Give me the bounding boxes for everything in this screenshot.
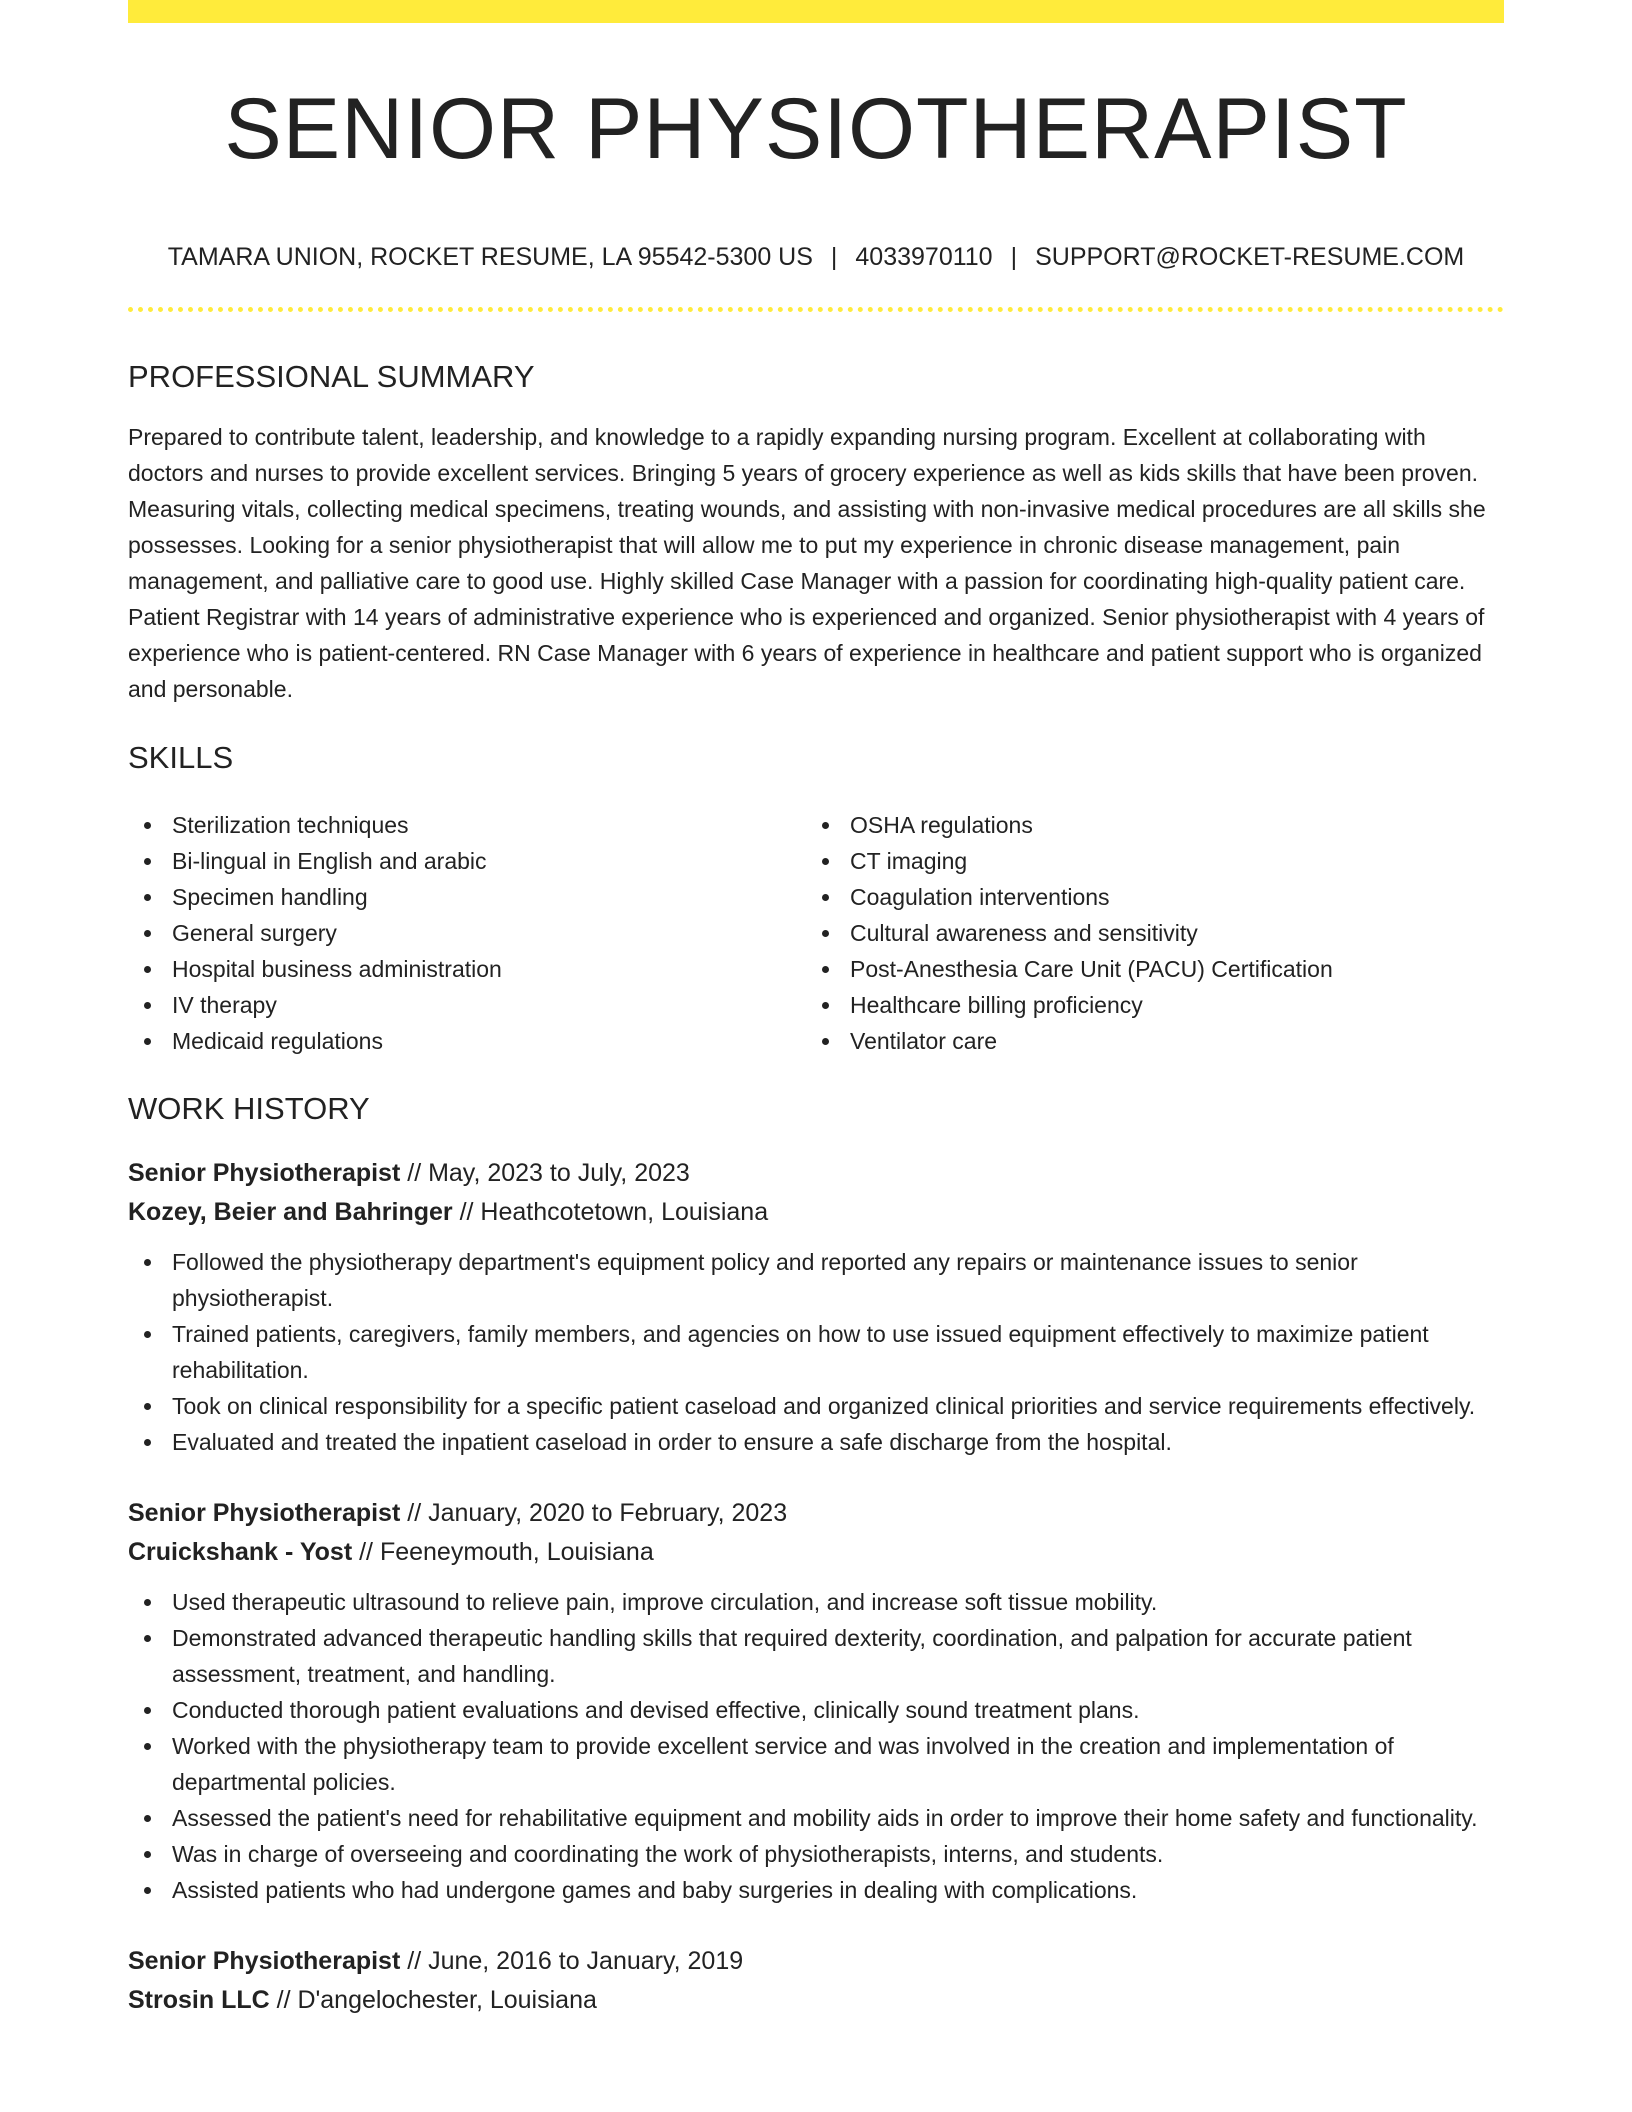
skill-item: Post-Anesthesia Care Unit (PACU) Certification: [806, 951, 1484, 987]
job-duty: Conducted thorough patient evaluations and devised effective, clinically sound treatment plans.: [128, 1692, 1504, 1728]
contact-line: [128, 245, 1504, 270]
skill-item: CT imaging: [806, 843, 1484, 879]
job-duty: Evaluated and treated the inpatient caseload in order to ensure a safe discharge from the hospital.: [128, 1424, 1504, 1460]
job-entry: [128, 1942, 1504, 2020]
job-duty: Assessed the patient's need for rehabilitative equipment and mobility aids in order to improve their home safety and functionality.: [128, 1800, 1504, 1836]
summary-heading: PROFESSIONAL SUMMARY: [128, 359, 535, 394]
skill-item: Specimen handling: [128, 879, 806, 915]
job-company: Strosin LLC: [128, 1986, 270, 2014]
job-duty: Was in charge of overseeing and coordinating the work of physiotherapists, interns, and students.: [128, 1836, 1504, 1872]
job-company-line: [128, 1193, 1504, 1232]
job-title-line: [128, 1154, 1504, 1193]
skill-item: Healthcare billing proficiency: [806, 987, 1484, 1023]
skill-item: General surgery: [128, 915, 806, 951]
job-entry: [128, 1494, 1504, 1908]
job-location: // D'angelochester, Louisiana: [269, 1986, 597, 2014]
skill-item: Hospital business administration: [128, 951, 806, 987]
skill-item: Sterilization techniques: [128, 807, 806, 843]
job-title: Senior Physiotherapist: [128, 1499, 401, 1527]
job-duty: Trained patients, caregivers, family members, and agencies on how to use issued equipment effectively to maximize patient rehabilitation.: [128, 1316, 1504, 1388]
skills-column-right: [806, 807, 1484, 1059]
job-company-line: [128, 1981, 1504, 2020]
job-duties: [128, 1584, 1504, 1908]
skills-heading: SKILLS: [128, 740, 234, 775]
job-company: Kozey, Beier and Bahringer: [128, 1198, 453, 1226]
job-duty: Assisted patients who had undergone games and baby surgeries in dealing with complications.: [128, 1872, 1504, 1908]
contact-address: TAMARA UNION, ROCKET RESUME, LA 95542-5300 US: [167, 243, 813, 271]
accent-bar: [128, 0, 1504, 23]
job-dates: // January, 2020 to February, 2023: [400, 1499, 788, 1527]
job-title-line: [128, 1494, 1504, 1533]
job-duty: Followed the physiotherapy department's equipment policy and reported any repairs or maintenance issues to senior physiotherapist.: [128, 1244, 1504, 1316]
header-divider: [128, 307, 1504, 312]
skill-item: IV therapy: [128, 987, 806, 1023]
skill-item: Medicaid regulations: [128, 1023, 806, 1059]
work-history-heading: WORK HISTORY: [128, 1091, 370, 1126]
skill-item: Cultural awareness and sensitivity: [806, 915, 1484, 951]
resume-title: SENIOR PHYSIOTHERAPIST: [224, 81, 1408, 177]
job-duty: Used therapeutic ultrasound to relieve pain, improve circulation, and increase soft tissue mobility.: [128, 1584, 1504, 1620]
job-dates: // May, 2023 to July, 2023: [400, 1159, 690, 1187]
skills-column-left: [128, 807, 806, 1059]
contact-email: SUPPORT@ROCKET-RESUME.COM: [1035, 243, 1465, 271]
skill-item: Coagulation interventions: [806, 879, 1484, 915]
contact-separator: |: [830, 243, 838, 271]
job-title-line: [128, 1942, 1504, 1981]
skill-item: Ventilator care: [806, 1023, 1484, 1059]
job-dates: // June, 2016 to January, 2019: [400, 1947, 744, 1975]
job-location: // Heathcotetown, Louisiana: [452, 1198, 769, 1226]
job-duty: Took on clinical responsibility for a specific patient caseload and organized clinical priorities and service requirements effectively.: [128, 1388, 1504, 1424]
job-company-line: [128, 1533, 1504, 1572]
skill-item: Bi-lingual in English and arabic: [128, 843, 806, 879]
job-location: // Feeneymouth, Louisiana: [352, 1538, 654, 1566]
job-entry: [128, 1154, 1504, 1460]
summary-text: Prepared to contribute talent, leadership, and knowledge to a rapidly expanding nursing program. Excellent at collaborating with doctors and nurses to provide excellent services. Bringing 5 years of grocery experience as well as kids skills that have been proven. Measuring vitals, collecting medical specimens, treating wounds, and assisting with non-invasive medical procedures are all skills she possesses. Looking for a senior physiotherapist that will allow me to put my experience in chronic disease management, pain management, and palliative care to good use. Highly skilled Case Manager with a passion for coordinating high-quality patient care. Patient Registrar with 14 years of administrative experience who is experienced and organized. Senior physiotherapist with 4 years of experience who is patient-centered. RN Case Manager with 6 years of experience in healthcare and patient support who is organized and personable.: [128, 424, 1486, 702]
skills-list: [128, 807, 1504, 1059]
job-company: Cruickshank - Yost: [128, 1538, 353, 1566]
resume-page: [128, 0, 1504, 2020]
skill-item: OSHA regulations: [806, 807, 1484, 843]
job-title: Senior Physiotherapist: [128, 1159, 401, 1187]
job-title: Senior Physiotherapist: [128, 1947, 401, 1975]
job-duty: Demonstrated advanced therapeutic handling skills that required dexterity, coordination, and palpation for accurate patient assessment, treatment, and handling.: [128, 1620, 1504, 1692]
job-duties: [128, 1244, 1504, 1460]
contact-separator: |: [1010, 243, 1018, 271]
contact-phone: 4033970110: [855, 243, 993, 271]
job-duty: Worked with the physiotherapy team to provide excellent service and was involved in the creation and implementation of departmental policies.: [128, 1728, 1504, 1800]
